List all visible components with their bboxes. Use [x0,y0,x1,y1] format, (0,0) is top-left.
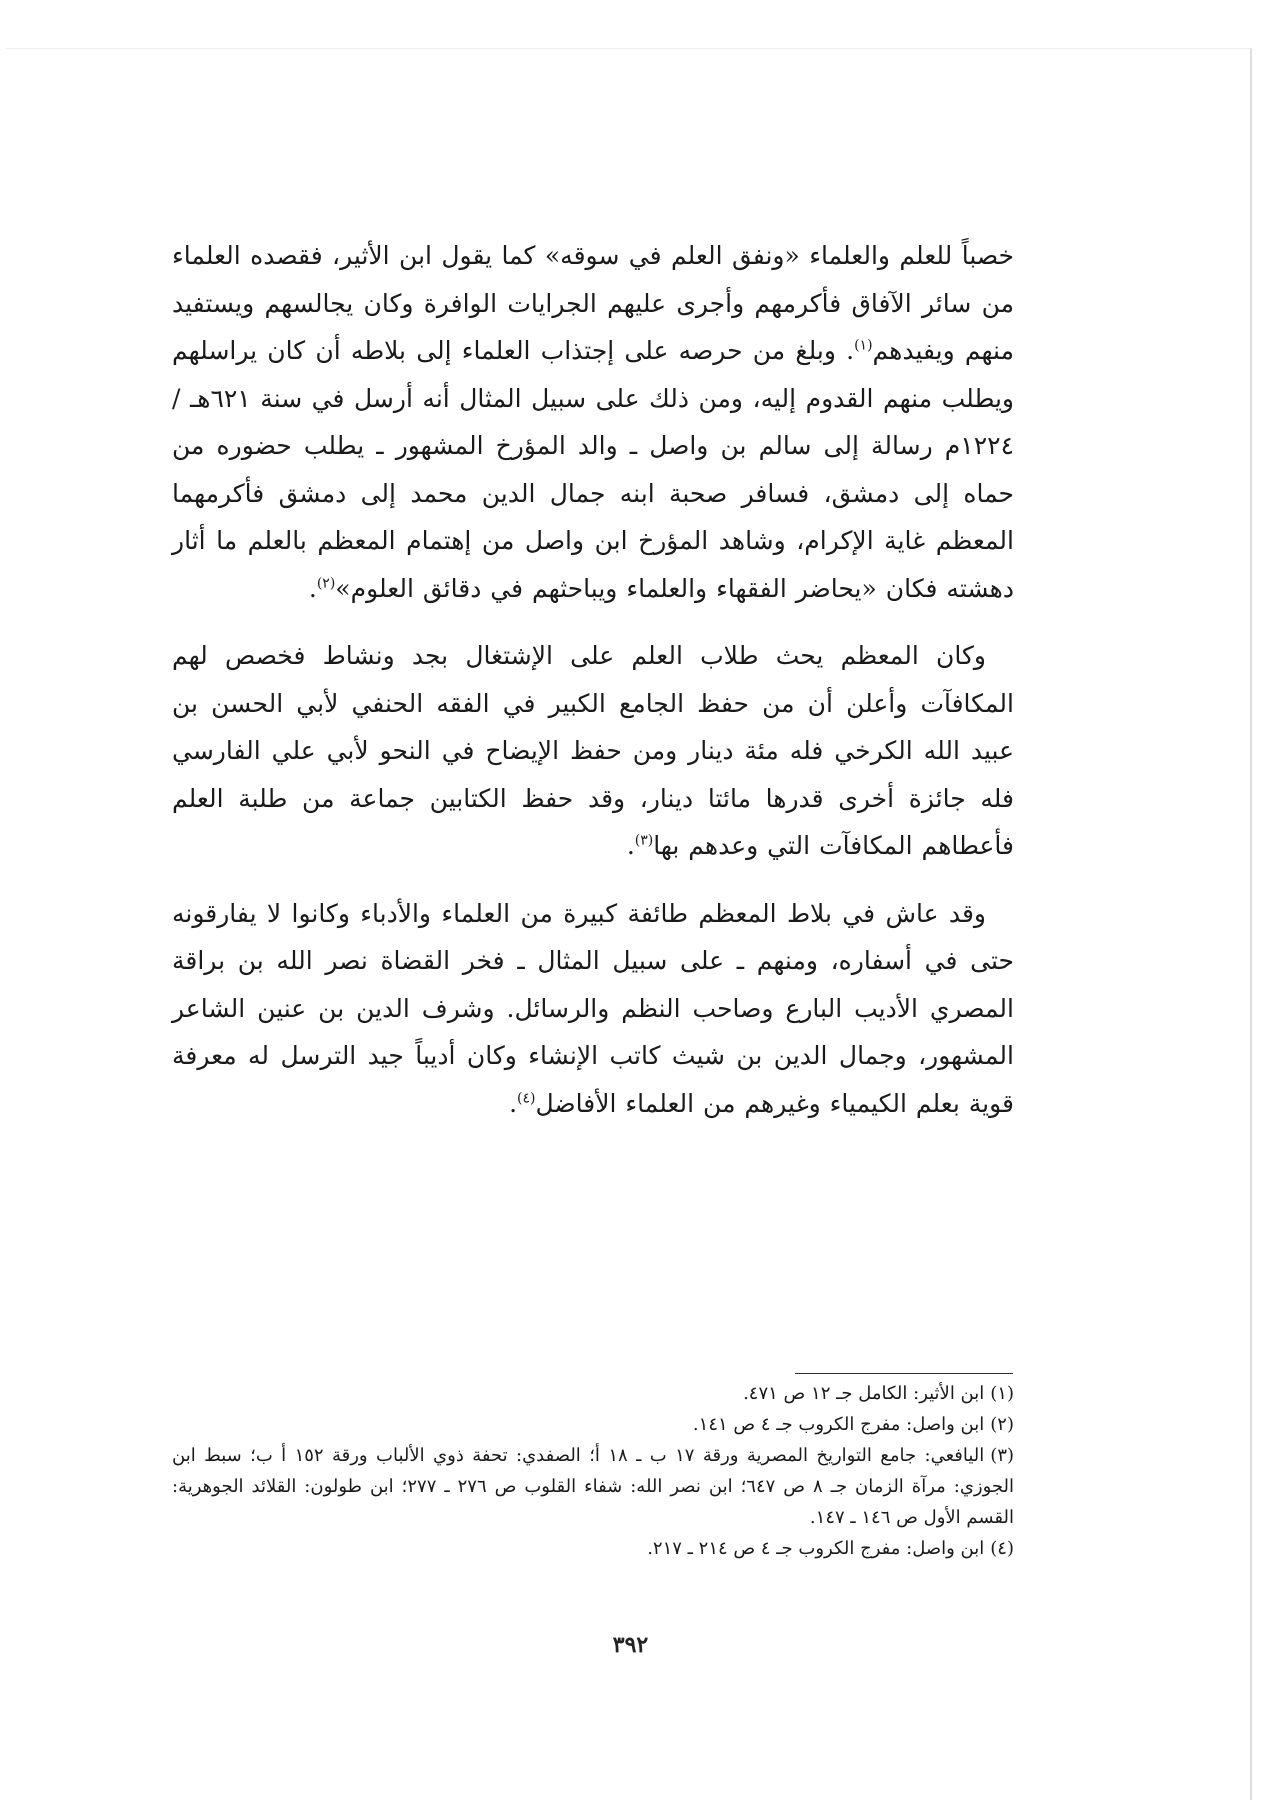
footnote-text: ابن واصل: مفرج الكروب جـ ٤ ص ٢١٤ ـ ٢١٧. [647,1538,985,1559]
paragraph-3 [172,890,1014,1128]
paragraph-text: وكان المعظم يحث طلاب العلم على الإشتغال بجد ونشاط فخصص لهم المكافآت وأعلن أن من حفظ الجامع الكبير في الفقه الحنفي لأبي الحسن بن عبيد الله الكرخي فله مئة دينار ومن حفظ الإيضاح في النحو لأبي علي الفارسي فله جائزة أخرى قدرها مائتا دينار، وقد حفظ الكتابين جماعة من طلبة العلم فأعطاهم المكافآت التي وعدهم بها [172,641,1014,860]
footnote-separator [795,1373,1013,1374]
paragraph-text: . [308,573,317,603]
footnote-reference[interactable]: (٢) [316,575,336,592]
footnote-number: (٣) [990,1445,1015,1466]
footnote-text: اليافعي: جامع التواريخ المصرية ورقة ١٧ ب ـ ١٨ أ؛ الصفدي: تحفة ذوي الألباب ورقة ١٥٢ أ ب؛ سبط ابن الجوزي: مرآة الزمان جـ ٨ ص ٦٤٧؛ ابن نصر الله: شفاء القلوب ص ٢٧٦ ـ ٢٧٧؛ ابن طولون: القلائد الجوهرية: القسم الأول ص ١٤٦ ـ ١٤٧. [172,1445,1015,1528]
paragraph-text: . [509,1088,518,1118]
paragraph-text: وقد عاش في بلاط المعظم طائفة كبيرة من العلماء والأدباء وكانوا لا يفارقونه حتى في أسفاره، ومنهم ـ على سبيل المثال ـ فخر القضاة نصر الله بن براقة المصري الأديب البارع وصاحب النظم والرسائل. وشرف الدين بن عنين الشاعر المشهور، وجمال الدين بن شيث كاتب الإنشاء وكان أديباً جيد الترسل له معرفة قوية بعلم الكيمياء وغيرهم من العلماء الأفاضل [172,898,1014,1118]
footnote-number: (٤) [990,1538,1014,1559]
body-text [172,232,1014,1147]
footnotes [172,1378,1014,1564]
footnote-number: (١) [990,1383,1014,1404]
footnote-text: ابن الأثير: الكامل جـ ١٢ ص ٤٧١. [743,1383,985,1404]
footnote-reference[interactable]: (١) [854,337,873,354]
footnote-1 [172,1378,1014,1409]
paragraph-text: خصباً للعلم والعلماء «ونفق العلم في سوقه» كما يقول ابن الأثير، فقصده العلماء من سائر الآفاق فأكرمهم وأجرى عليهم الجرايات الوافرة وكان يجالسهم ويستفيد منهم ويفيدهم [172,241,1014,365]
page-number: ٣٩٢ [612,1632,649,1658]
footnote-reference[interactable]: (٤) [517,1090,536,1107]
paragraph-text: . وبلغ من حرصه على إجتذاب العلماء إلى بلاطه أن كان يراسلهم ويطلب منهم القدوم إليه، ومن ذلك على سبيل المثال أنه أرسل في سنة ٦٢١هـ / ١٢٢٤م رسالة إلى سالم بن واصل ـ والد المؤرخ المشهور ـ يطلب حضوره من حماه إلى دمشق، فسافر صحبة ابنه جمال الدين محمد إلى دمشق فأكرمهما المعظم غاية الإكرام، وشاهد المؤرخ ابن واصل من إهتمام المعظم بالعلم ما أثار دهشته فكان «يحاضر الفقهاء والعلماء ويباحثهم في دقائق العلوم» [172,336,1014,603]
footnote-number: (٢) [990,1414,1014,1435]
footnote-text: ابن واصل: مفرج الكروب جـ ٤ ص ١٤١. [692,1414,985,1435]
paragraph-1 [172,232,1014,612]
paragraph-text: . [626,831,635,860]
paragraph-2 [172,632,1014,870]
footnote-3 [172,1440,1014,1533]
footnote-2 [172,1409,1014,1440]
footnote-4 [172,1533,1014,1564]
footnote-reference[interactable]: (٣) [634,832,654,849]
